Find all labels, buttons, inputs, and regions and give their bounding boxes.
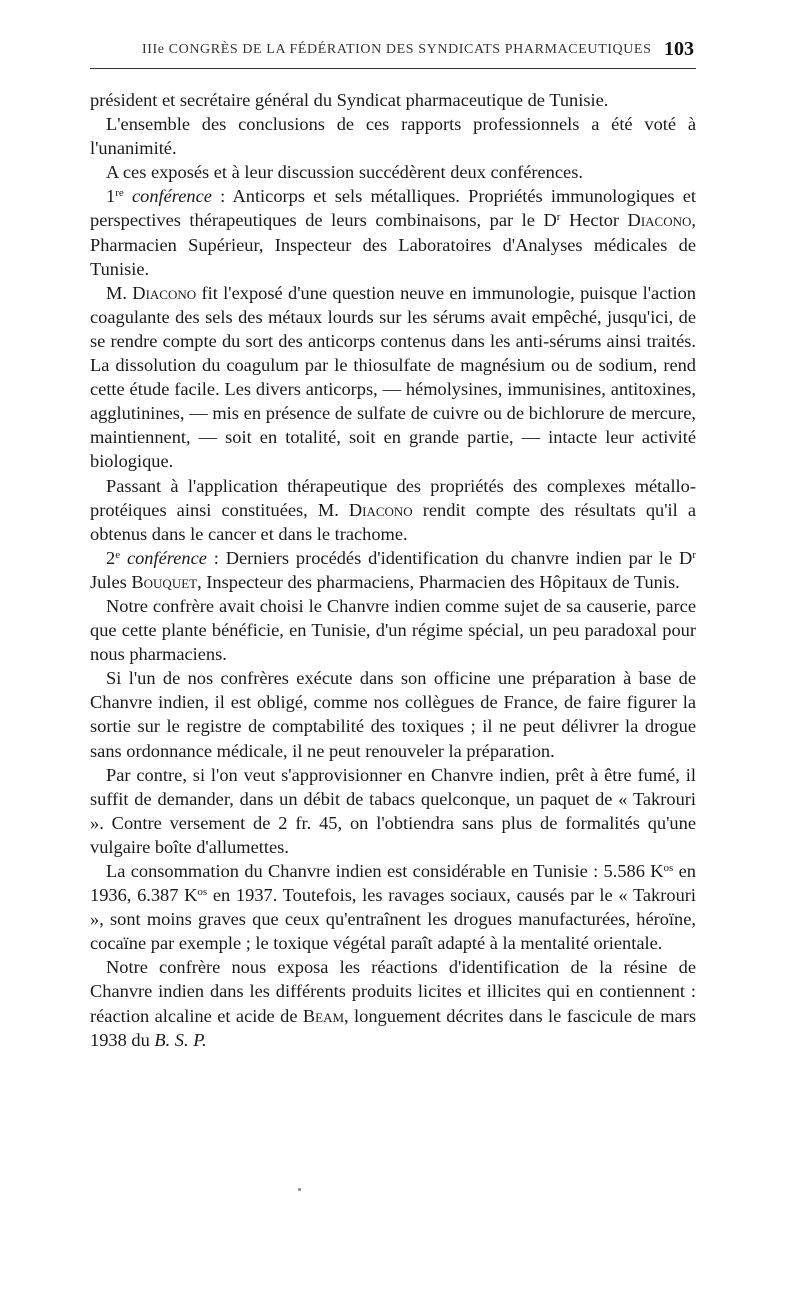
- superscript: e: [115, 548, 121, 561]
- text-run: en 1937. Toutefois, les ravages sociaux, causés par le « Takrouri », sont moins graves que ceux qu'entraînent les drogues manufacturées, héroïne, cocaïne par exemple ; le toxique végétal paraît adapté à la mentalité orientale.: [90, 885, 697, 954]
- paragraph-3: A ces exposés et à leur discussion succédèrent deux conférences.: [106, 162, 583, 183]
- superscript: os: [663, 862, 674, 874]
- page-number: 103: [664, 38, 694, 60]
- paragraph-4: [90, 184, 696, 280]
- paragraph-7: [90, 546, 696, 594]
- paragraph-10: Par contre, si l'on veut s'approvisionner en Chanvre indien, prêt à être fumé, il suffit de demander, dans un débit de tabacs quelconque, un paquet de « Takrouri ». Contre versement de 2 fr. 45, on l'obtiendra sans plus de formalités qu'une vulgaire boîte d'allumettes.: [90, 764, 696, 857]
- text-run: La consommation du Chanvre indien est considérable en Tunisie : 5.586 K: [106, 861, 664, 881]
- paragraph-1: président et secrétaire général du Syndicat pharmaceutique de Tunisie.: [90, 90, 609, 110]
- conference-number: 2: [106, 547, 116, 568]
- text-run: M.: [106, 282, 133, 303]
- conference-number: 1: [106, 186, 116, 207]
- text-run: rendit compte des résultats qu'il a obtenus dans le cancer et dans le trachome.: [90, 499, 696, 544]
- superscript: os: [197, 886, 208, 899]
- superscript: r: [692, 548, 696, 561]
- text-run: fit l'exposé d'une question neuve en immunologie, puisque l'action coagulante des sels des métaux lourds sur les sérums avait empêché, jusqu'ici, de se rendre compte du sort des anticorps contenus dans les anti-sérums ainsi traités. La dissolution du coagulum par le thiosulfate de magnésium ou de sodium, rend cette étude facile. Les divers anticorps, — hémolysines, immunisines, antitoxines, agglutinines, — mis en présence de sulfate de cuivre ou de bichlorure de mercure, maintiennent, — soit en totalité, soit en grande partie, — intacte leur activité biologique.: [90, 282, 696, 472]
- footer-mark: [298, 1188, 301, 1191]
- text-run: en 1936, 6.387 K: [90, 861, 696, 906]
- text-run: Hector: [560, 210, 628, 231]
- paragraph-5: [90, 281, 696, 474]
- conference-label: conférence: [126, 547, 207, 568]
- text-run: : Derniers procédés d'identification du chanvre indien par le D: [206, 547, 693, 568]
- text-run: , Pharmacien Supérieur, Inspecteur des Laboratoires d'Analyses médicales de Tunisie.: [90, 210, 696, 279]
- superscript: re: [115, 187, 124, 200]
- paragraph-11: [90, 859, 696, 955]
- paragraph-8: Notre confrère avait choisi le Chanvre indien comme sujet de sa causerie, parce que cette plante bénéficie, en Tunisie, d'un régime spécial, un peu paradoxal pour nous pharmaciens.: [90, 595, 696, 665]
- author-name: Diacono: [627, 210, 692, 231]
- text-run: Notre confrère nous exposa les réactions d'identification de la résine de Chanvre indien dans les différents produits licites et illicites qui en contiennent : réaction alcaline et acide de: [90, 957, 696, 1026]
- author-name: Diacono: [132, 282, 197, 303]
- running-header: [90, 38, 696, 69]
- text-run: Jules: [90, 571, 132, 592]
- paragraph-12: [90, 955, 696, 1051]
- text-run: : Anticorps et sels métalliques. Propriétés immunologiques et perspectives thérapeutiques de leurs combinaisons, par le D: [90, 186, 696, 231]
- body-text: [90, 88, 696, 1052]
- conference-label: conférence: [131, 186, 212, 207]
- author-name: Beam: [302, 1005, 345, 1026]
- text-run: Passant à l'application thérapeutique des propriétés des complexes métallo-protéiques ainsi constituées, M.: [90, 475, 696, 520]
- paragraph-9: Si l'un de nos confrères exécute dans son officine une préparation à base de Chanvre indien, il est obligé, comme nos collègues de France, de faire figurer la sortie sur le registre de comptabilité des toxiques ; il ne peut délivrer la drogue sans ordonnance médicale, il ne peut renouveler la préparation.: [90, 668, 696, 761]
- author-name: Bouquet: [131, 571, 198, 592]
- paragraph-2: L'ensemble des conclusions de ces rapports professionnels a été voté à l'unanimité.: [90, 114, 696, 159]
- text-run: , longuement décrites dans le fascicule de mars 1938 du: [90, 1005, 696, 1050]
- text-run: , Inspecteur des pharmaciens, Pharmacien des Hôpitaux de Tunis.: [197, 571, 680, 592]
- paragraph-6: [90, 474, 696, 546]
- journal-abbreviation: B. S. P.: [154, 1029, 207, 1050]
- running-title: IIIe CONGRÈS DE LA FÉDÉRATION DES SYNDICATS PHARMACEUTIQUES: [142, 42, 652, 57]
- author-name: Diacono: [348, 499, 413, 520]
- superscript: r: [556, 211, 561, 224]
